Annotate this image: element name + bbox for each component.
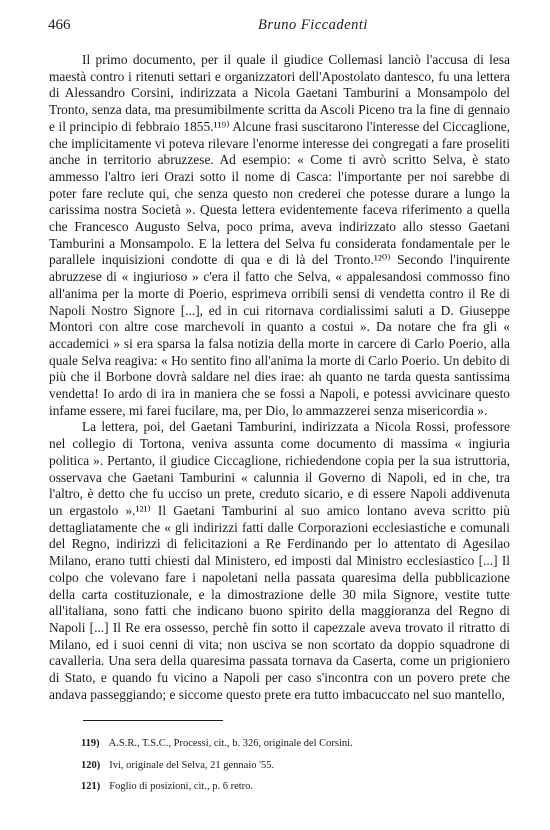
body-text — [49, 52, 510, 703]
footnote — [81, 737, 511, 750]
running-head: Bruno Ficcadenti — [258, 17, 368, 33]
page-number: 466 — [48, 17, 71, 33]
footnote — [81, 780, 511, 793]
footnote-text: A.S.R., T.S.C., Processi, cit., b. 326, originale del Corsini. — [108, 738, 353, 749]
paragraph: La lettera, poi, del Gaetani Tamburini, indirizzata a Nicola Rossi, professore nel collegio di Tortona, veniva assunta come documento di massima « ingiuria politica ». Pertanto, il giudice Ciccaglione, richiedendone copia per la sua istruttoria, osservava che Gaetani Tamburini « calunnia il Governo di Napoli, ed in che, tra l'altro, è detto che fu ucciso un prete, creduto sicario, e di essere Napoli addivenuta un ergastolo ».¹²¹⁾ Il Gaetani Tamburini al suo amico lontano aveva scritto più dettagliatamente che « gli indirizzi fatti dalle Corporazioni ecclesiastiche e comunali del Regno, indirizzi di felicitazioni a Re Ferdinando per lo attentato di Agesilao Milano, erano tutti chiesti dal Ministero, ed imposti dal Ministro ecclesiastico [...] Il colpo che volevano fare i napoletani nella passata quaresima della pubblicazione della carta costituzionale, e la dimostrazione delle 30 mila Signore, vestite tutte all'italiana, sono fatti che indicano buono spirito della maggioranza del Regno di Napoli [...] Il Re era ossesso, perchè fin sotto il capezzale aveva trovato il ritratto di Milano, ed i suoi cenni di vita; non usciva se non scortato da doppio squadrone di cavalleria. Una sera della quaresima passata tornava da Caserta, come un prigioniero di Stato, e quando fu vicino a Napoli per caso s'incontra con un povero prete che andava passeggiando; e siccome questo prete era tutto imbacuccato nel suo mantello, — [49, 419, 510, 702]
footnote-text: Foglio di posizioni, cit., p. 6 retro. — [109, 781, 254, 792]
footnote-mark: 121) — [81, 781, 101, 792]
footnotes — [81, 737, 511, 802]
footnote-separator — [83, 720, 223, 721]
paragraph: Il primo documento, per il quale il giudice Collemasi lanciò l'accusa di lesa maestà contro i ritenuti settari e organizzatori dell'Apostolato dantesco, fu una lettera di Alessandro Corsini, indirizzata a Nicola Gaetani Tamburini a Monsampolo del Tronto, senza data, ma presumibilmente scritta da Ascoli Piceno tra la fine di gennaio e il principio di febbraio 1855.¹¹⁹⁾ Alcune frasi suscitarono l'interesse del Ciccaglione, che implicitamente vi poteva rilevare l'enorme interesse dei congregati a fare proseliti anche in territorio abruzzese. Ad esempio: « Come ti avrò scritto Selva, è stato ammesso l'altro ieri Orazi sotto il nome di Casca: l'importante per noi sarebbe di poter fare reclute qui, che senza questo non crederei che potesse durare a lungo la carissima nostra Società ». Questa lettera evidentemente faceva riferimento a quella che Francesco Augusto Selva, poco prima, aveva indirizzato allo stesso Gaetani Tamburini a Monsampolo. E la lettera del Selva fu considerata fondamentale per le parallele inquisizioni condotte di qua e di là del Tronto.¹²⁰⁾ Secondo l'inquirente abruzzese di « ingiurioso » c'era il fatto che Selva, « appalesandosi commosso fino all'anima per la morte di Poerio, esprimeva orribili sensi di vendetta contro il Re di Napoli Nostro Signore [...], ed in cui ritornava cordialissimi saluti a D. Giuseppe Montori con altre cose marchevoli in quanto a costui ». Da notare che fra gli « accademici » si era sparsa la falsa notizia della morte in carcere di Carlo Poerio, alla quale Selva reagiva: « Ho sentito fino all'anima la morte di Carlo Poerio. Un debito di più che il Borbone dovrà saldare nel dies irae: ah quanto ne tarda questa santissima vendetta! Io ardo di ira in maniera che se fossi a Napoli, e potessi avvicinare questo infame essere, mi farei fucilare, ma, per Dio, lo ammazzerei senza misericordia ». — [49, 52, 510, 418]
footnote-text: Ivi, originale del Selva, 21 gennaio '55. — [109, 759, 275, 771]
footnote-mark: 119) — [81, 738, 100, 749]
footnote-mark: 120) — [81, 759, 101, 771]
footnote — [81, 759, 511, 772]
page-header — [48, 17, 510, 37]
